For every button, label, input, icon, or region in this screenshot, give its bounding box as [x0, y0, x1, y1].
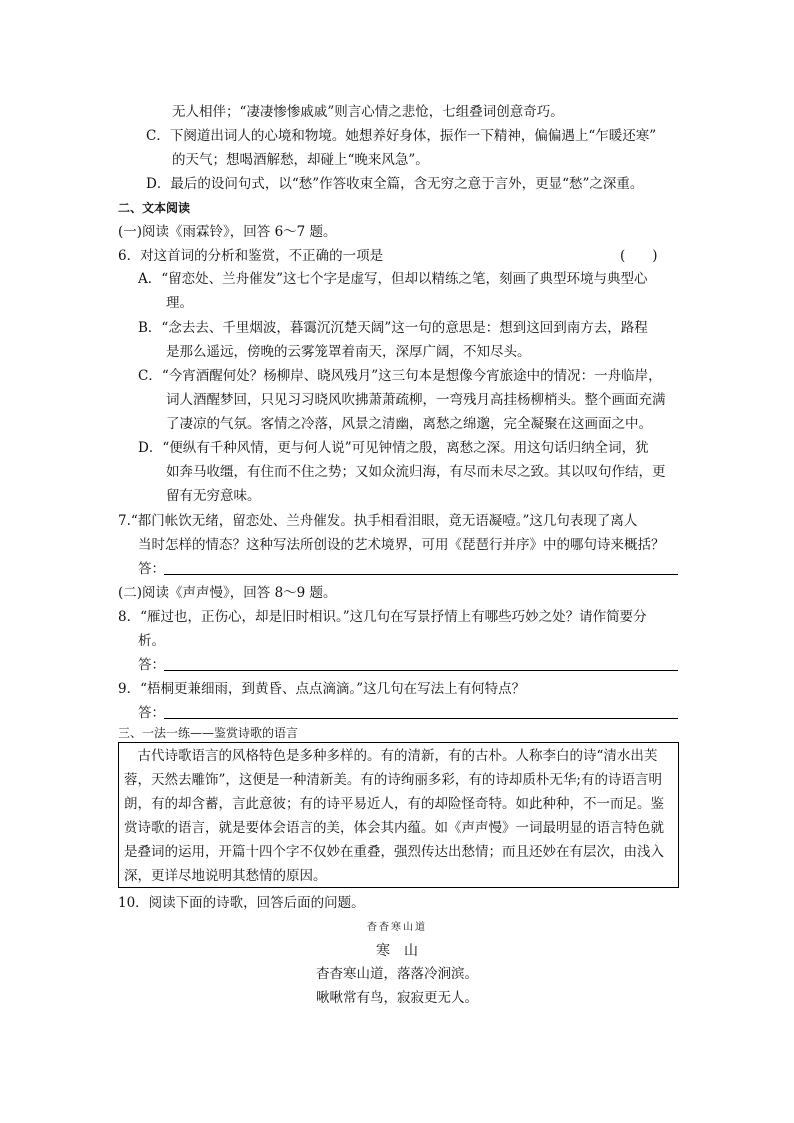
q8-line2: 析。 — [138, 633, 165, 649]
method-box-line6: 深，更详尽地说明其愁情的原因。 — [124, 868, 327, 884]
method-box-line1: 古代诗歌语言的风格特色是多种多样的。有的清新，有的古朴。人称李白的诗“清水出芙 — [124, 748, 658, 764]
q8-answer-label: 答： — [138, 657, 165, 673]
q7-answer-line[interactable] — [164, 574, 678, 575]
q6-option-c-line2: 词人酒醒梦回，只见习习晓风吹拂萧萧疏柳，一弯残月高挂杨柳梢头。整个画面充满 — [166, 392, 666, 408]
q6-stem: 6．对这首词的分析和鉴赏，不正确的一项是 — [118, 248, 384, 264]
method-box-line4: 赏诗歌的语言，就是要体会语言的美，体会其内蕴。如《声声慢》一词最明显的语言特色就 — [124, 820, 664, 836]
q6-option-b-line1: B．“念去去、千里烟波，暮霭沉沉楚天阔”这一句的意思是：想到这回到南方去，路程 — [138, 320, 648, 336]
q7-line2: 当时怎样的情态？这种写法所创设的艺术境界，可用《琵琶行并序》中的哪句诗来概括？ — [138, 537, 665, 553]
method-box-line2: 蓉，天然去雕饰”，这便是一种清新美。有的诗绚丽多彩，有的诗却质朴无华;有的诗语言明 — [124, 772, 662, 788]
q6-answer-paren: ( ) — [620, 248, 658, 264]
q9-line1: 9．“梧桐更兼细雨，到黄昏、点点滴滴。”这几句在写法上有何特点？ — [118, 681, 526, 697]
q6-option-c-line1: C．“今宵酒醒何处？杨柳岸、晓风残月”这三句本是想像今宵旅途中的情况：一舟临岸， — [138, 368, 662, 384]
q6-option-a-line1: A．“留恋处、兰舟催发”这七个字是虚写，但却以精练之笔，刻画了典型环境与典型心 — [138, 271, 648, 287]
q9-answer-line[interactable] — [164, 718, 678, 719]
q7-answer-label: 答： — [138, 561, 165, 577]
poem-line1: 杳杳寒山道，落落冷涧滨。 — [316, 966, 478, 982]
section2-sub2: (二)阅读《声声慢》，回答 8～9 题。 — [118, 585, 337, 601]
q10-stem: 10．阅读下面的诗歌，回答后面的问题。 — [118, 895, 365, 911]
q6-option-a-line2: 理。 — [166, 295, 193, 311]
section2-sub1: (一)阅读《雨霖铃》，回答 6～7 题。 — [118, 224, 337, 240]
q9-answer-label: 答： — [138, 705, 165, 721]
section2-title: 二、文本阅读 — [118, 201, 191, 215]
q5-option-d: D．最后的设问句式，以“愁”作答收束全篇，含无穷之意于言外，更显“愁”之深重。 — [146, 176, 644, 192]
method-box-line5: 是叠词的运用，开篇十四个字不仅妙在重叠，强烈传达出愁情；而且还妙在有层次，由浅入 — [124, 844, 664, 860]
q6-option-c-line3: 了凄凉的气氛。客情之冷落，风景之清幽，离愁之绵邈，完全凝聚在这画面之中。 — [166, 416, 652, 432]
q6-option-d-line3: 留有无穷意味。 — [166, 488, 261, 504]
q5-option-c-line2: 的天气；想喝酒解愁，却碰上“晚来风急”。 — [172, 152, 429, 168]
q7-line1: 7.“都门帐饮无绪，留恋处、兰舟催发。执手相看泪眼，竟无语凝噎。”这几句表现了离人 — [118, 513, 638, 529]
section3-title: 三、一法一练——鉴赏诗歌的语言 — [118, 726, 299, 740]
method-box-line3: 朗，有的却含蓄，言此意彼；有的诗平易近人，有的却险怪奇特。如此种种，不一而足。鉴 — [124, 796, 664, 812]
q6-option-d-line1: D．“便纵有千种风情，更与何人说”可见钟情之殷，离愁之深。用这句话归纳全词，犹 — [138, 440, 649, 456]
poem-heading: 杳杳寒山道 — [367, 922, 427, 933]
q8-line1: 8．“雁过也，正伤心，却是旧时相识。”这几句在写景抒情上有哪些巧妙之处？请作简要分 — [118, 609, 647, 625]
q5-option-b-cont: 无人相伴；“凄凄惨惨戚戚”则言心情之悲怆，七组叠词创意奇巧。 — [172, 104, 564, 120]
q6-option-b-line2: 是那么遥远，傍晚的云雾笼罩着南天，深厚广阔，不知尽头。 — [166, 344, 531, 360]
poem-title: 寒 山 — [376, 943, 418, 959]
q8-answer-line[interactable] — [164, 670, 678, 671]
q6-option-d-line2: 如奔马收缰，有住而不住之势；又如众流归海，有尽而未尽之致。其以叹句作结，更 — [166, 464, 666, 480]
q5-option-c-line1: C．下阕道出词人的心境和物境。她想养好身体，振作一下精神，偏偏遇上“乍暖还寒” — [146, 128, 657, 144]
poem-line2: 啾啾常有鸟，寂寂更无人。 — [316, 990, 478, 1006]
